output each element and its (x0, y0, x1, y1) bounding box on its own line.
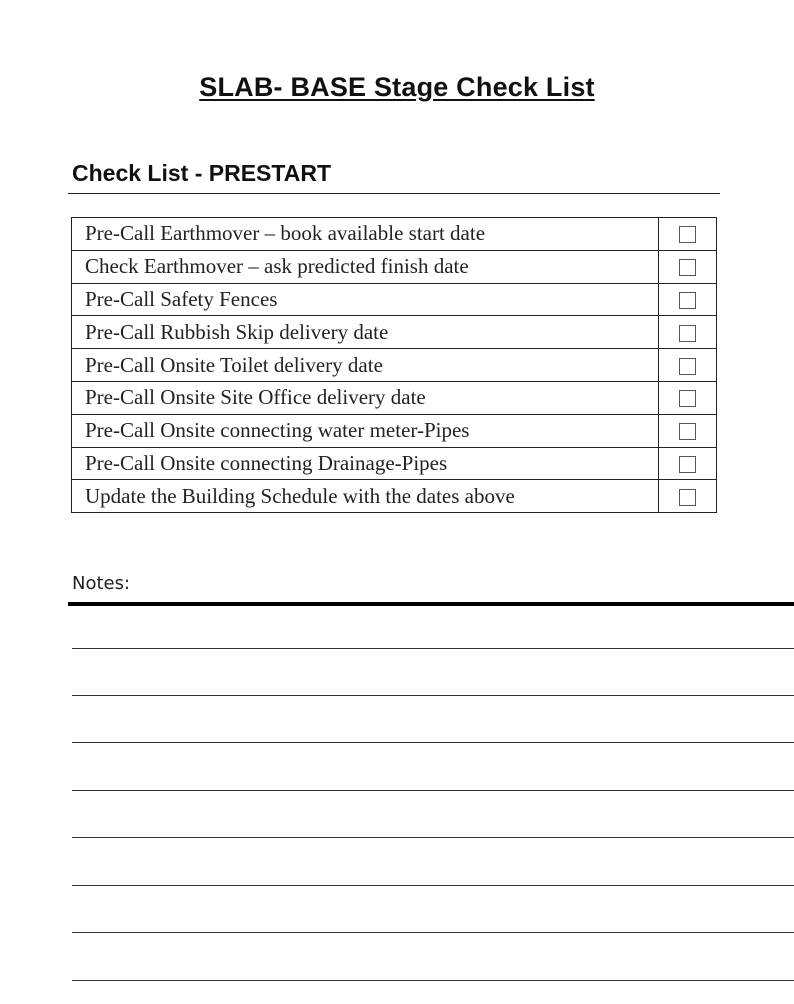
checkbox[interactable] (679, 325, 696, 342)
checklist-item-label: Pre-Call Onsite Toilet delivery date (72, 349, 659, 382)
checklist-item-label: Pre-Call Onsite connecting Drainage-Pipes (72, 447, 659, 480)
notes-writing-line (72, 742, 794, 743)
checkbox-cell (659, 218, 717, 251)
notes-writing-line (72, 932, 794, 933)
checklist-item-label: Pre-Call Onsite connecting water meter-Pipes (72, 414, 659, 447)
prestart-checklist-table (71, 217, 717, 513)
checklist-row (72, 283, 717, 316)
checklist-row (72, 316, 717, 349)
notes-writing-line (72, 790, 794, 791)
notes-writing-line (72, 885, 794, 886)
checkbox-cell (659, 480, 717, 513)
checklist-row (72, 218, 717, 251)
notes-writing-line (72, 980, 794, 981)
checkbox-cell (659, 250, 717, 283)
checkbox-cell (659, 283, 717, 316)
notes-label: Notes: (72, 573, 131, 594)
checkbox[interactable] (679, 489, 696, 506)
section-divider (68, 193, 720, 194)
checkbox-cell (659, 349, 717, 382)
checkbox-cell (659, 447, 717, 480)
checkbox[interactable] (679, 259, 696, 276)
checklist-item-label: Pre-Call Safety Fences (72, 283, 659, 316)
checklist-row (72, 447, 717, 480)
checklist-row (72, 349, 717, 382)
checkbox-cell (659, 414, 717, 447)
notes-writing-line (72, 837, 794, 838)
section-heading: Check List - PRESTART (72, 160, 331, 186)
checklist-row (72, 414, 717, 447)
checklist-row (72, 480, 717, 513)
checklist-row (72, 250, 717, 283)
checklist-item-label: Pre-Call Earthmover – book available start date (72, 218, 659, 251)
notes-writing-line (72, 695, 794, 696)
checkbox[interactable] (679, 456, 696, 473)
notes-divider (68, 602, 794, 606)
checkbox-cell (659, 316, 717, 349)
checklist-item-label: Check Earthmover – ask predicted finish date (72, 250, 659, 283)
checklist-item-label: Pre-Call Rubbish Skip delivery date (72, 316, 659, 349)
checkbox[interactable] (679, 358, 696, 375)
notes-writing-line (72, 648, 794, 649)
checkbox-cell (659, 381, 717, 414)
checklist-item-label: Update the Building Schedule with the dates above (72, 480, 659, 513)
page-title: SLAB- BASE Stage Check List (199, 72, 595, 102)
checkbox[interactable] (679, 292, 696, 309)
checkbox[interactable] (679, 423, 696, 440)
checkbox[interactable] (679, 226, 696, 243)
checklist-item-label: Pre-Call Onsite Site Office delivery date (72, 381, 659, 414)
checkbox[interactable] (679, 390, 696, 407)
checklist-row (72, 381, 717, 414)
